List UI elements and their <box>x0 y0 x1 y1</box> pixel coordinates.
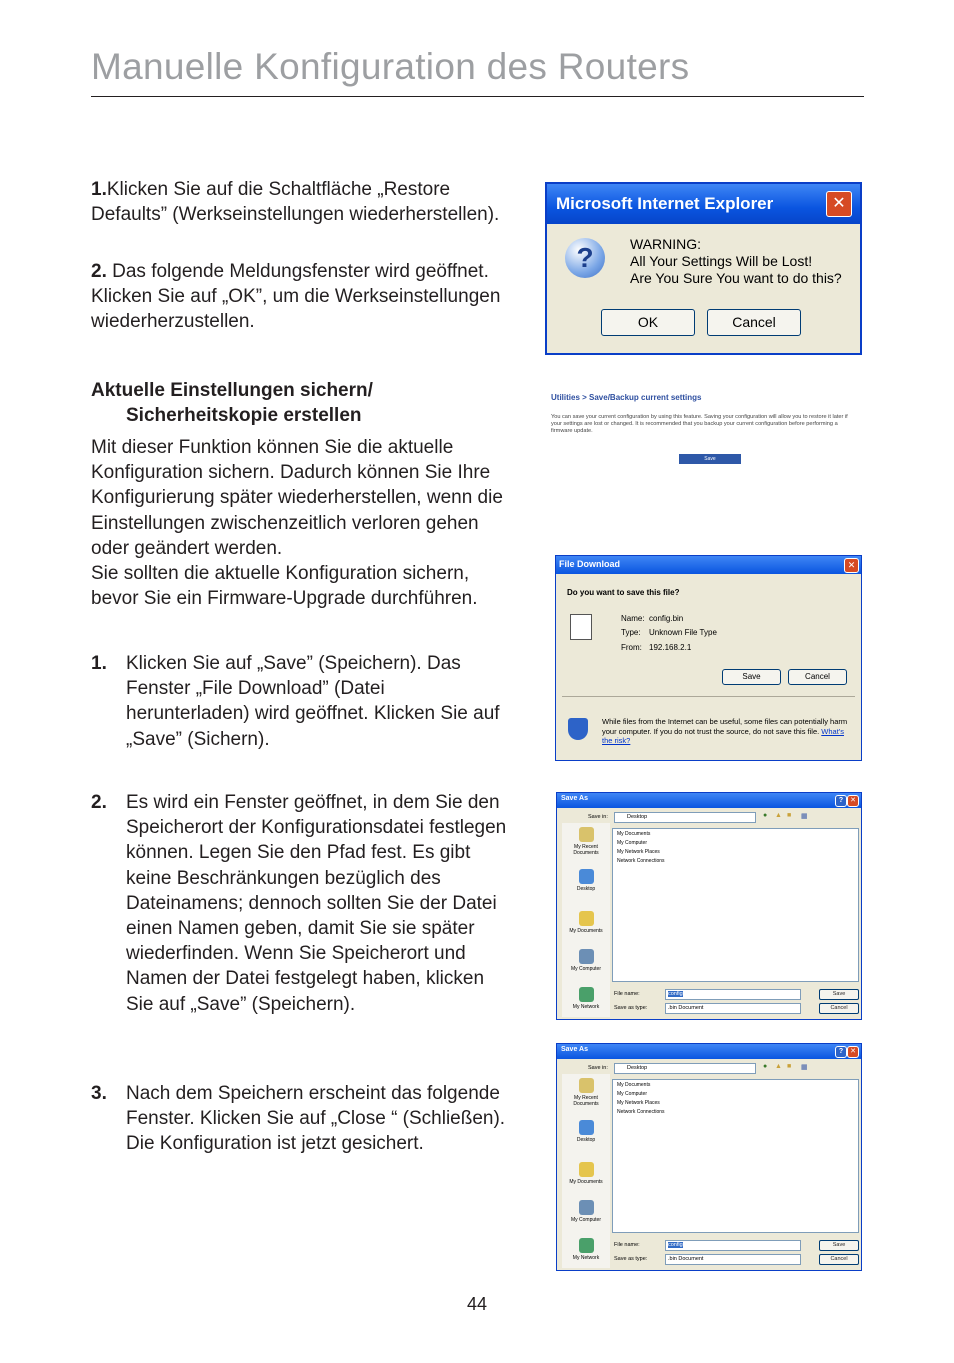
save-button[interactable]: Save <box>819 989 859 1000</box>
list-item[interactable]: My Network Places <box>617 849 660 855</box>
place-label: Desktop <box>576 886 596 892</box>
dialog-message <box>630 236 842 287</box>
ok-button[interactable]: OK <box>601 309 695 336</box>
back-icon[interactable]: ● <box>763 1063 768 1070</box>
place-label: My Documents <box>569 1179 603 1185</box>
utilities-body: You can save your current configuration by using this feature. Saving your configuration will allow you to restore it later if your settings are lost or changed. It is recommended that you backup your current configuration before performing a firmware update. <box>551 414 848 434</box>
dialog-title: Save As <box>561 1046 588 1053</box>
views-icon[interactable]: ▦ <box>801 1064 808 1071</box>
place-network[interactable] <box>562 987 610 1010</box>
place-desktop[interactable] <box>562 1120 610 1143</box>
warning-line: All Your Settings Will be Lost! <box>630 253 813 269</box>
list-item[interactable]: My Documents <box>617 1082 651 1088</box>
place-label: My Computer <box>570 1217 601 1223</box>
step-text: Es wird ein Fenster geöffnet, in dem Sie den Speicherort der Konfigurationsdatei festlegen können. Legen Sie den Pfad fest. Es gibt keine Beschränkungen bezüglich des Dateinamens; dennoch sollten Sie der Datei einen Namen geben, damit Sie sie später wiederfinden. Wenn Sie Speicherort und Namen der Datei festgelegt haben, klicken Sie auf „Save” (Speichern). <box>126 792 507 1015</box>
section-heading-line2: Sicherheitskopie erstellen <box>126 405 362 427</box>
network-icon <box>579 987 594 1002</box>
save-in-select[interactable] <box>614 1063 756 1074</box>
save-button[interactable]: Save <box>819 1240 859 1251</box>
file-name-value: config <box>668 1242 683 1248</box>
file-name-value: config <box>668 991 683 997</box>
list-item[interactable]: My Computer <box>617 840 648 846</box>
step-backup-2 <box>91 790 511 1017</box>
documents-icon <box>579 911 594 926</box>
place-network[interactable] <box>562 1238 610 1261</box>
page-number: 44 <box>466 1294 488 1314</box>
close-icon[interactable]: ✕ <box>847 795 859 807</box>
place-label: My Network <box>572 1004 600 1010</box>
save-type-label: Save as type: <box>614 1005 648 1011</box>
warning-text: While files from the Internet can be useful, some files can potentially harm your computer. If you do not trust the source, do not save this file. <box>602 717 848 736</box>
file-download-dialog <box>555 555 862 761</box>
dialog-title: Save As <box>561 795 588 802</box>
step-number: 2. <box>91 792 107 813</box>
save-in-label: Save in: <box>588 814 608 820</box>
type-value: Unknown File Type <box>649 628 717 637</box>
intro-paragraph-2: Sie sollten die aktuelle Konfiguration sichern, bevor Sie ein Firmware-Upgrade durchführen. <box>91 563 478 610</box>
dialog-titlebar <box>557 793 861 808</box>
places-bar <box>562 1074 610 1268</box>
list-item[interactable]: Network Connections <box>617 1109 665 1115</box>
security-warning <box>602 717 852 746</box>
list-item[interactable]: My Documents <box>617 831 651 837</box>
list-item[interactable]: My Network Places <box>617 1100 660 1106</box>
dialog-titlebar <box>556 556 861 574</box>
dialog-titlebar <box>547 184 860 224</box>
file-icon <box>570 614 592 640</box>
place-label: My Recent Documents <box>573 1095 599 1107</box>
risk-link[interactable]: What's the risk? <box>602 726 844 745</box>
places-bar <box>562 823 610 1017</box>
step-text: Nach dem Speichern erscheint das folgende Fenster. Klicken Sie auf „Close “ (Schließen). Die Konfiguration ist jetzt gesichert. <box>126 1083 506 1155</box>
section-heading <box>91 378 511 428</box>
folder-up-icon[interactable]: ▲ <box>775 812 782 819</box>
save-button[interactable]: Save <box>679 454 741 464</box>
close-icon[interactable]: ✕ <box>844 558 859 573</box>
from-value: 192.168.2.1 <box>649 643 692 652</box>
dialog-title: File Download <box>559 559 621 569</box>
ie-warning-dialog <box>545 182 862 355</box>
save-as-dialog-2 <box>556 1043 862 1271</box>
views-icon[interactable]: ▦ <box>801 813 808 820</box>
warning-line: WARNING: <box>630 236 702 252</box>
shield-icon <box>568 718 588 740</box>
help-icon[interactable]: ? <box>835 795 847 807</box>
save-as-dialog <box>556 792 862 1020</box>
cancel-button[interactable]: Cancel <box>707 309 801 336</box>
step-text: Klicken Sie auf die Schaltfläche „Restore Defaults” (Werkseinstellungen wiederherstellen). <box>91 179 500 226</box>
place-desktop[interactable] <box>562 869 610 892</box>
dialog-titlebar <box>557 1044 861 1059</box>
list-item[interactable]: Network Connections <box>617 858 665 864</box>
close-icon[interactable]: ✕ <box>847 1046 859 1058</box>
place-label: My Computer <box>570 966 601 972</box>
place-label: My Network <box>572 1255 600 1261</box>
place-label: Desktop <box>576 1137 596 1143</box>
back-icon[interactable]: ● <box>763 812 768 819</box>
list-item[interactable]: My Computer <box>617 1091 648 1097</box>
file-name-label: File name: <box>614 1242 640 1248</box>
cancel-button[interactable]: Cancel <box>819 1003 859 1014</box>
save-type-label: Save as type: <box>614 1256 648 1262</box>
page-title: Manuelle Konfiguration des Routers <box>91 46 690 87</box>
recent-icon <box>579 1078 594 1093</box>
step-number: 1. <box>91 653 107 674</box>
dialog-title: Microsoft Internet Explorer <box>556 194 774 213</box>
intro-paragraph: Mit dieser Funktion können Sie die aktuelle Konfiguration sichern. Dadurch können Sie Ihre Konfigurierung später wiederherstellen, wenn die Einstellungen zwischenzeitlich verloren gehen oder geändert werden. <box>91 437 503 559</box>
section-heading-line1: Aktuelle Einstellungen sichern/ <box>91 380 373 401</box>
place-computer[interactable] <box>562 949 610 972</box>
file-name-input[interactable] <box>665 1240 801 1251</box>
header-rule <box>91 96 864 97</box>
file-list[interactable] <box>612 1079 859 1233</box>
step-restore-2 <box>91 259 511 335</box>
step-number: 1. <box>91 179 107 200</box>
place-documents[interactable] <box>562 1162 610 1185</box>
cancel-button[interactable]: Cancel <box>788 669 847 685</box>
save-button[interactable]: Save <box>722 669 781 685</box>
file-name-label: File name: <box>614 991 640 997</box>
help-icon[interactable]: ? <box>835 1046 847 1058</box>
step-text: Das folgende Meldungsfenster wird geöffnet. Klicken Sie auf „OK”, um die Werkseinstellungen wiederherzustellen. <box>91 261 501 333</box>
network-icon <box>579 1238 594 1253</box>
utilities-heading: Utilities > Save/Backup current settings <box>551 393 702 402</box>
save-in-select[interactable] <box>614 812 756 823</box>
utilities-panel <box>551 393 861 462</box>
place-recent[interactable] <box>562 1078 610 1107</box>
name-label: Name: <box>621 614 645 623</box>
divider <box>562 696 855 697</box>
section-intro <box>91 435 506 611</box>
place-computer[interactable] <box>562 1200 610 1223</box>
computer-icon <box>579 1200 594 1215</box>
file-name-input[interactable] <box>665 989 801 1000</box>
save-type-select[interactable] <box>665 1254 801 1265</box>
computer-icon <box>579 949 594 964</box>
name-value: config.bin <box>649 614 684 623</box>
step-backup-1 <box>91 651 511 752</box>
recent-icon <box>579 827 594 842</box>
folder-up-icon[interactable]: ▲ <box>775 1063 782 1070</box>
save-type-value: .bin Document <box>668 1005 704 1011</box>
place-label: My Recent Documents <box>573 844 599 856</box>
save-type-value: .bin Document <box>668 1256 704 1262</box>
step-backup-3 <box>91 1081 511 1157</box>
question-icon: ? <box>565 238 605 278</box>
step-text: Klicken Sie auf „Save” (Speichern). Das Fenster „File Download” (Datei herunterladen) wird geöffnet. Klicken Sie auf „Save” (Sichern). <box>126 653 500 750</box>
place-label: My Documents <box>569 928 603 934</box>
place-documents[interactable] <box>562 911 610 934</box>
step-number: 2. <box>91 261 107 282</box>
place-recent[interactable] <box>562 827 610 856</box>
warning-line: Are You Sure You want to do this? <box>630 270 842 286</box>
save-type-select[interactable] <box>665 1003 801 1014</box>
desktop-icon <box>579 1120 594 1135</box>
new-folder-icon[interactable]: ■ <box>787 812 792 819</box>
save-in-value: Desktop <box>627 1065 648 1071</box>
cancel-button[interactable]: Cancel <box>819 1254 859 1265</box>
new-folder-icon[interactable]: ■ <box>787 1063 792 1070</box>
step-number: 3. <box>91 1083 107 1104</box>
save-in-value: Desktop <box>627 814 648 820</box>
step-restore-1 <box>91 177 511 227</box>
type-label: Type: <box>621 628 641 637</box>
from-label: From: <box>621 643 642 652</box>
desktop-icon <box>579 869 594 884</box>
documents-icon <box>579 1162 594 1177</box>
close-icon[interactable]: ✕ <box>826 191 852 217</box>
save-in-label: Save in: <box>588 1065 608 1071</box>
download-question: Do you want to save this file? <box>567 588 680 597</box>
file-list[interactable] <box>612 828 859 982</box>
